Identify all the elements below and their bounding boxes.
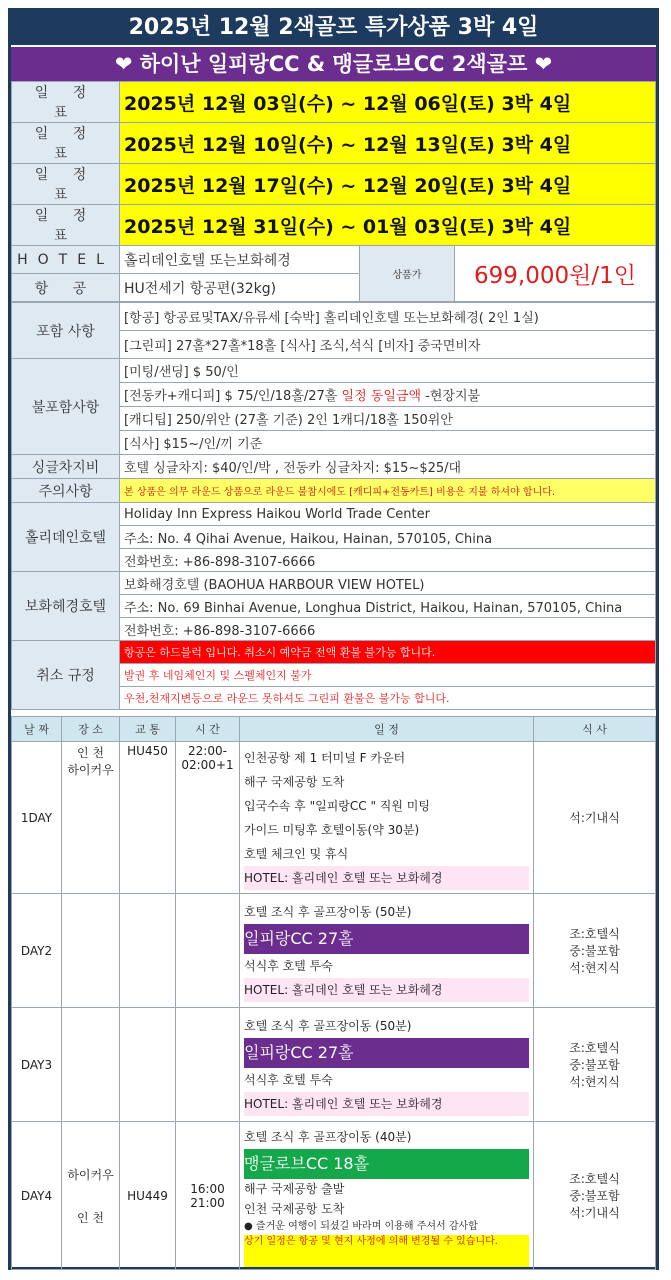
day-schedule xyxy=(240,742,534,894)
place-text: 하이커우 xyxy=(67,1167,114,1182)
place-text: 인 천 xyxy=(77,746,104,760)
price-value: 699,000원/1인 xyxy=(455,246,656,302)
baohua-hotel-line: 보화해경호텔 (BAOHUA HARBOUR VIEW HOTEL) xyxy=(120,572,656,595)
time-text: 02:00+1 xyxy=(181,758,234,772)
hotel-row xyxy=(12,246,656,274)
meal-text: 조:호텔식 xyxy=(569,927,620,941)
holiday-hotel-line: 주소: No. 4 Qihai Avenue, Haikou, Hainan, 570105, China xyxy=(120,526,656,549)
cancel-label: 취소 규정 xyxy=(12,641,120,710)
schedule-row xyxy=(12,164,656,205)
flight-label: 항 공 xyxy=(12,274,120,302)
header-date: 날 짜 xyxy=(12,717,62,742)
day-transport: HU450 xyxy=(120,742,176,894)
schedule-item: 해구 국제공항 도착 xyxy=(244,774,345,789)
hotel-item: HOTEL: 홀리데인 호텔 또는 보화헤경 xyxy=(244,866,529,890)
document-frame xyxy=(8,8,659,1270)
schedule-row xyxy=(12,123,656,164)
schedule-label: 일 정 표 xyxy=(12,123,120,164)
header-schedule: 일 정 xyxy=(240,717,534,742)
day-place xyxy=(62,894,120,1008)
included-label: 포함 사항 xyxy=(12,303,120,359)
day-time xyxy=(176,1008,240,1122)
details-table xyxy=(11,302,656,710)
meal-text: 중:불포함 xyxy=(569,1058,620,1072)
price-label: 상품가 xyxy=(360,246,455,302)
day-time xyxy=(176,1122,240,1270)
day-row xyxy=(12,1008,656,1122)
meal-text: 중:불포함 xyxy=(569,1189,620,1203)
itinerary-table xyxy=(11,716,656,1270)
hotel-item: HOTEL: 홀리데인 호텔 또는 보화헤경 xyxy=(244,978,529,1002)
time-text: 22:00- xyxy=(188,744,227,758)
schedule-item: 입국수속 후 "일피랑CC " 직원 미팅 xyxy=(244,798,430,813)
day-place xyxy=(62,1008,120,1122)
schedule-row xyxy=(12,82,656,123)
holiday-hotel-label: 홀리데인호텔 xyxy=(12,503,120,572)
baohua-hotel-label: 보화헤경호텔 xyxy=(12,572,120,641)
meal-text: 조:호텔식 xyxy=(569,1172,620,1186)
golf-item: 일피랑CC 27홀 xyxy=(244,1038,529,1068)
schedule-value: 2025년 12월 03일(수) ~ 12월 06일(토) 3박 4일 xyxy=(120,82,656,123)
included-line: [항공] 항공료및TAX/유류세 [숙박] 홀리데인호텔 또는보화헤경( 2인 1실) xyxy=(120,303,656,331)
included-line: [그린피] 27홀*27홀*18홀 [식사] 조식,석식 [비자] 중국면비자 xyxy=(120,331,656,359)
schedule-value: 2025년 12월 31일(수) ~ 01월 03일(토) 3박 4일 xyxy=(120,205,656,246)
excluded-line-text: [전동카+캐디피] $ 75/인/18홀/27홀 xyxy=(124,389,338,404)
day-label: DAY2 xyxy=(12,894,62,1008)
day-label: 1DAY xyxy=(12,742,62,894)
schedule-label: 일 정 표 xyxy=(12,205,120,246)
schedule-label: 일 정 표 xyxy=(12,82,120,123)
single-value: 호텔 싱글차지: $40/인/박 , 전동카 싱글차지: $15~$25/대 xyxy=(120,455,656,479)
meal-text: 석:현지식 xyxy=(569,961,620,975)
baohua-hotel-line: 주소: No. 69 Binhai Avenue, Longhua District, Haikou, Hainan, 570105, China xyxy=(120,595,656,618)
time-text: 21:00 xyxy=(190,1195,225,1210)
day-time xyxy=(176,742,240,894)
subtitle-banner: ❤ 하이난 일피랑CC & 맹글로브CC 2색골프 ❤ xyxy=(11,45,656,81)
day-meal xyxy=(534,894,656,1008)
day-time xyxy=(176,894,240,1008)
cancel-line: 발권 후 네임체인지 및 스펠체인지 불가 xyxy=(120,664,656,687)
excluded-line-text: -현장지불 xyxy=(425,389,481,404)
day-meal xyxy=(534,1008,656,1122)
schedule-item: 해구 국제공항 출발 xyxy=(244,1181,345,1196)
caution-value: 본 상품은 의무 라운드 상품으로 라운드 불참시에도 [캐디피+전동카트] 비용은 지불 하셔야 합니다. xyxy=(120,479,656,503)
hotel-label: HOTEL xyxy=(12,246,120,274)
meal-text: 조:호텔식 xyxy=(569,1041,620,1055)
schedule-item: 석식후 호텔 투숙 xyxy=(244,1072,333,1087)
day-label: DAY4 xyxy=(12,1122,62,1270)
day-place xyxy=(62,742,120,894)
golf-item: 일피랑CC 27홀 xyxy=(244,924,529,954)
header-meal: 식 사 xyxy=(534,717,656,742)
schedule-value: 2025년 12월 10일(수) ~ 12월 13일(토) 3박 4일 xyxy=(120,123,656,164)
flight-value: HU전세기 항공편(32kg) xyxy=(120,274,360,302)
day-row xyxy=(12,1122,656,1270)
single-label: 싱글차지비 xyxy=(12,455,120,479)
schedule-item: 인천공항 제 1 터미널 F 카운터 xyxy=(244,750,406,765)
excluded-line xyxy=(120,383,656,407)
schedule-item: 호텔 조식 후 골프장이동 (40분) xyxy=(244,1129,412,1144)
excluded-line: [캐디팁] 250/위안 (27홀 기준) 2인 1캐디/18홀 150위안 xyxy=(120,407,656,431)
day-meal xyxy=(534,1122,656,1270)
header-time: 시 간 xyxy=(176,717,240,742)
hotel-value: 홀리데인호텔 또는보화헤경 xyxy=(120,246,360,274)
day-transport: HU449 xyxy=(120,1122,176,1270)
schedule-item: 인천 국제공항 도착 xyxy=(244,1201,345,1216)
itinerary-header xyxy=(12,717,656,742)
caution-label: 주의사항 xyxy=(12,479,120,503)
day-label: DAY3 xyxy=(12,1008,62,1122)
excluded-line: [식사] $15~/인/끼 기준 xyxy=(120,431,656,455)
meal-text: 중:불포함 xyxy=(569,944,620,958)
schedule-item: 석식후 호텔 투숙 xyxy=(244,958,333,973)
day-schedule xyxy=(240,894,534,1008)
hotel-item: HOTEL: 홀리데인 호텔 또는 보화헤경 xyxy=(244,1092,529,1116)
day-transport xyxy=(120,894,176,1008)
cancel-line: 항공은 하드블럭 입니다. 취소시 예약금 전액 환불 불가능 합니다. xyxy=(120,641,656,664)
header-place: 장 소 xyxy=(62,717,120,742)
day-row xyxy=(12,742,656,894)
excluded-label: 불포함사항 xyxy=(12,359,120,455)
meal-text: 석:기내식 xyxy=(569,811,620,825)
day-schedule xyxy=(240,1008,534,1122)
schedule-row xyxy=(12,205,656,246)
schedule-item: 가이드 미팅후 호텔이동(약 30분) xyxy=(244,822,420,837)
time-text: 16:00 xyxy=(190,1181,225,1196)
schedule-item: 호텔 조식 후 골프장이동 (50분) xyxy=(244,1018,412,1033)
schedule-item: ● 즐거운 여행이 되셨길 바라며 이용해 주셔서 감사합 xyxy=(244,1220,478,1232)
day-meal xyxy=(534,742,656,894)
holiday-hotel-line: 전화번호: +86-898-3107-6666 xyxy=(120,549,656,572)
schedule-item: 호텔 체크인 및 휴식 xyxy=(244,846,349,861)
holiday-hotel-line: Holiday Inn Express Haikou World Trade Center xyxy=(120,503,656,526)
excluded-highlight: 일정 동일금액 xyxy=(341,389,421,404)
schedule-note: 상기 일정은 항공 및 현지 사정에 의해 변경될 수 있습니다. xyxy=(244,1235,529,1267)
header-transport: 교 통 xyxy=(120,717,176,742)
golf-item: 맹글로브CC 18홀 xyxy=(244,1149,529,1179)
day-row xyxy=(12,894,656,1008)
baohua-hotel-line: 전화번호: +86-898-3107-6666 xyxy=(120,618,656,641)
schedule-label: 일 정 표 xyxy=(12,164,120,205)
day-schedule xyxy=(240,1122,534,1270)
meal-text: 석:현지식 xyxy=(569,1075,620,1089)
day-transport xyxy=(120,1008,176,1122)
title-banner: 2025년 12월 2색골프 특가상품 3박 4일 xyxy=(11,11,656,45)
excluded-line: [미팅/샌딩] $ 50/인 xyxy=(120,359,656,383)
cancel-line: 우천,천재지변등으로 라운드 못하셔도 그린피 환불은 불가능 합니다. xyxy=(120,687,656,710)
schedule-item: 호텔 조식 후 골프장이동 (50분) xyxy=(244,904,412,919)
meal-text: 석:기내식 xyxy=(569,1206,620,1220)
info-table xyxy=(11,81,656,302)
day-place xyxy=(62,1122,120,1270)
schedule-value: 2025년 12월 17일(수) ~ 12월 20일(토) 3박 4일 xyxy=(120,164,656,205)
place-text: 하이커우 xyxy=(67,763,114,777)
place-text: 인 천 xyxy=(77,1210,104,1225)
